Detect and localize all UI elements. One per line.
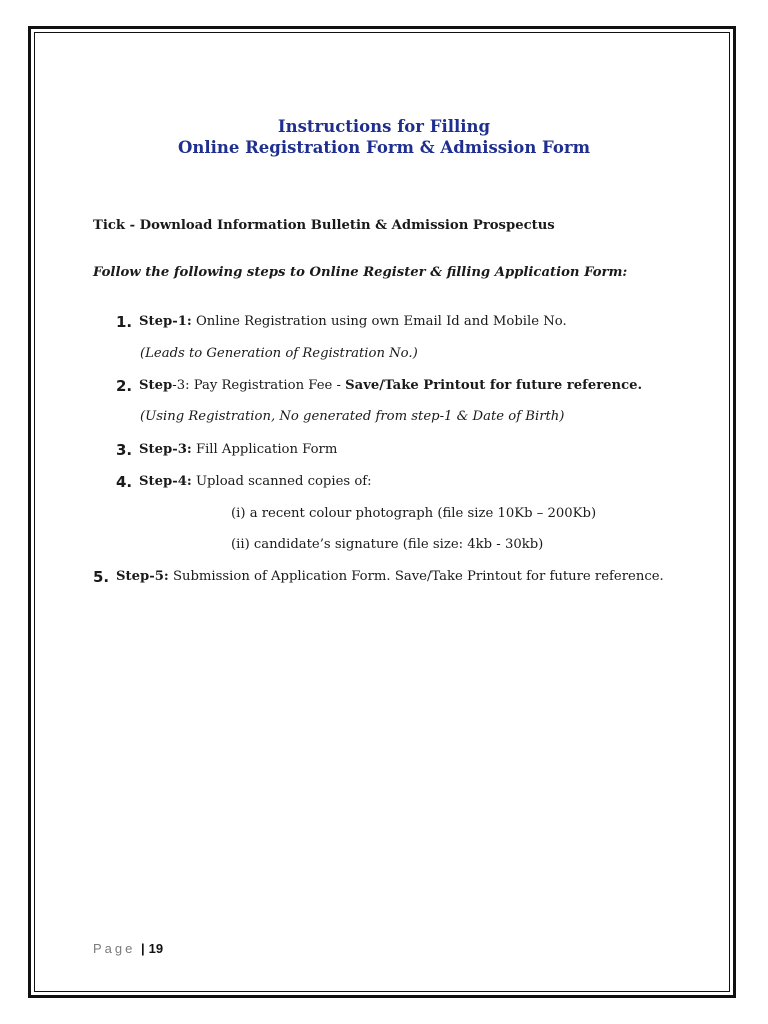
footer-separator: | <box>141 941 145 956</box>
step-1-number: 1. <box>116 313 133 331</box>
footer-page-number: 19 <box>148 941 164 956</box>
step-2-number: 2. <box>116 377 133 395</box>
page-title-line-2: Online Registration Form & Admission Form <box>177 138 591 157</box>
step-5-label: Step-5: <box>116 569 169 584</box>
step-4-text <box>139 473 372 491</box>
step-1-description: Online Registration using own Email Id and Mobile No. <box>191 314 567 329</box>
step-5-description: Submission of Application Form. Save/Take Printout for future reference. <box>168 569 664 584</box>
step-3-number: 3. <box>116 441 133 459</box>
step-2-note: (Using Registration, No generated from step-1 & Date of Birth) <box>140 409 565 424</box>
step-2-text <box>139 377 642 395</box>
step-3-label: Step-3: <box>139 442 192 457</box>
tick-download-line: Tick - Download Information Bulletin & Admission Prospectus <box>93 218 555 233</box>
step-1-note: (Leads to Generation of Registration No.) <box>140 346 418 361</box>
step-4-number: 4. <box>116 473 133 491</box>
step-2-description: -3: Pay Registration Fee - <box>172 378 346 393</box>
footer-page-word: Page <box>93 941 136 956</box>
step-1-label: Step-1: <box>139 314 192 329</box>
step-3-text <box>139 441 337 459</box>
step-3-description: Fill Application Form <box>191 442 338 457</box>
step-4-description: Upload scanned copies of: <box>191 474 372 489</box>
step-4-label: Step-4: <box>139 474 192 489</box>
step-4-subitem-signature: (ii) candidate’s signature (file size: 4kb - 30kb) <box>231 537 544 552</box>
step-2-label: Step <box>139 378 173 393</box>
page-footer <box>93 941 163 957</box>
page-title-line-1: Instructions for Filling <box>277 117 491 136</box>
follow-steps-heading: Follow the following steps to Online Register & filling Application Form: <box>93 265 628 280</box>
step-1-text <box>139 313 567 331</box>
step-5-number: 5. <box>93 568 110 586</box>
step-2-emphasis: Save/Take Printout for future reference. <box>345 378 643 393</box>
step-5-text <box>116 561 673 593</box>
step-4-subitem-photo: (i) a recent colour photograph (file size 10Kb – 200Kb) <box>231 506 597 521</box>
